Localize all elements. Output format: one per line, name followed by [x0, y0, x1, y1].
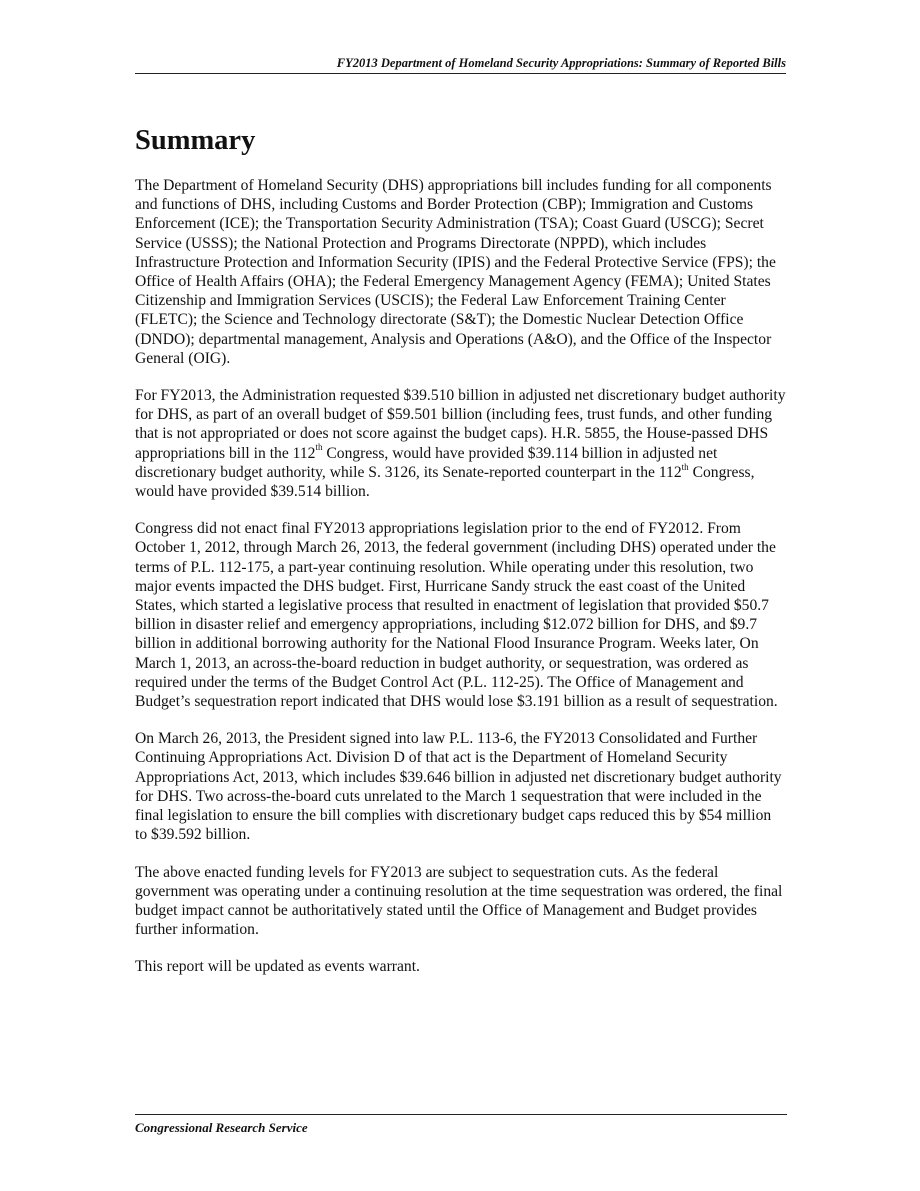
footer-publisher: Congressional Research Service [135, 1120, 308, 1135]
ordinal-superscript: th [681, 461, 689, 472]
paragraph-update-note: This report will be updated as events warrant. [135, 958, 420, 976]
paragraph-components: The Department of Homeland Security (DHS) appropriations bill includes funding for all components and functions of DHS, including Customs and Border Protection (CBP); Immigration and Customs Enforcement (ICE); the Transportation Security Administration (TSA); Coast Guard (USCG); Secret Service (USSS); the National Protection and Programs Directorate (NPPD), which includes Infrastructure Protection and Information Security (IPIS) and the Federal Protective Service (FPS); the Office of Health Affairs (OHA); the Federal Emergency Management Agency (FEMA); United States Citizenship and Immigration Services (USCIS); the Federal Law Enforcement Training Center (FLETC); the Science and Technology directorate (S&T); the Domestic Nuclear Detection Office (DNDO); departmental management, Analysis and Operations (A&O), and the Office of the Inspector General (OIG). [135, 177, 776, 367]
paragraph-budget-request-part-3: Congress, would have provided $39.514 billion. [135, 463, 755, 501]
paragraph-budget-request-part-2: Congress, would have provided $39.114 billion in adjusted net discretionary budget authority, while S. 3126, its Senate-reported counterpart in the 112 [135, 444, 718, 481]
paragraph-budget-request [135, 386, 787, 501]
paragraph-enactment: On March 26, 2013, the President signed into law P.L. 113-6, the FY2013 Consolidated and Further Continuing Appropriations Act. Division D of that act is the Department of Homeland Security Appropriations Act, 2013, which includes $39.646 billion in adjusted net discretionary budget authority for DHS. Two across-the-board cuts unrelated to the March 1 sequestration that were included in the final legislation to ensure the bill complies with discretionary budget caps reduced this by $54 million to $39.592 billion. [135, 730, 782, 844]
footer-divider [135, 1114, 787, 1115]
ordinal-superscript: th [315, 442, 323, 453]
paragraph-sequestration: The above enacted funding levels for FY2013 are subject to sequestration cuts. As the federal government was operating under a continuing resolution at the time sequestration was ordered, the final budget impact cannot be authoritatively stated until the Office of Management and Budget provides further information. [135, 863, 783, 939]
summary-body [135, 176, 787, 995]
running-header: FY2013 Department of Homeland Security Appropriations: Summary of Reported Bills [135, 54, 786, 74]
paragraph-budget-request-part-1: For FY2013, the Administration requested $39.510 billion in adjusted net discretionary budget authority for DHS, as part of an overall budget of $59.501 billion (including fees, trust funds, and other funding that is not appropriated or does not score against the budget caps). H.R. 5855, the House-passed DHS appropriations bill in the 112 [135, 387, 786, 462]
page-title: Summary [135, 125, 256, 156]
paragraph-continuing-resolution: Congress did not enact final FY2013 appropriations legislation prior to the end of FY2012. From October 1, 2012, through March 26, 2013, the federal government (including DHS) operated under the terms of P.L. 112-175, a part-year continuing resolution. While operating under this resolution, two major events impacted the DHS budget. First, Hurricane Sandy struck the east coast of the United States, which started a legislative process that resulted in enactment of legislation that provided $50.7 billion in disaster relief and emergency appropriations, including $12.072 billion for DHS, and $9.7 billion in additional borrowing authority for the National Flood Insurance Program. Weeks later, On March 1, 2013, an across-the-board reduction in budget authority, or sequestration, was ordered as required under the terms of the Budget Control Act (P.L. 112-25). The Office of Management and Budget’s sequestration report indicated that DHS would lose $3.191 billion as a result of sequestration. [135, 520, 778, 711]
